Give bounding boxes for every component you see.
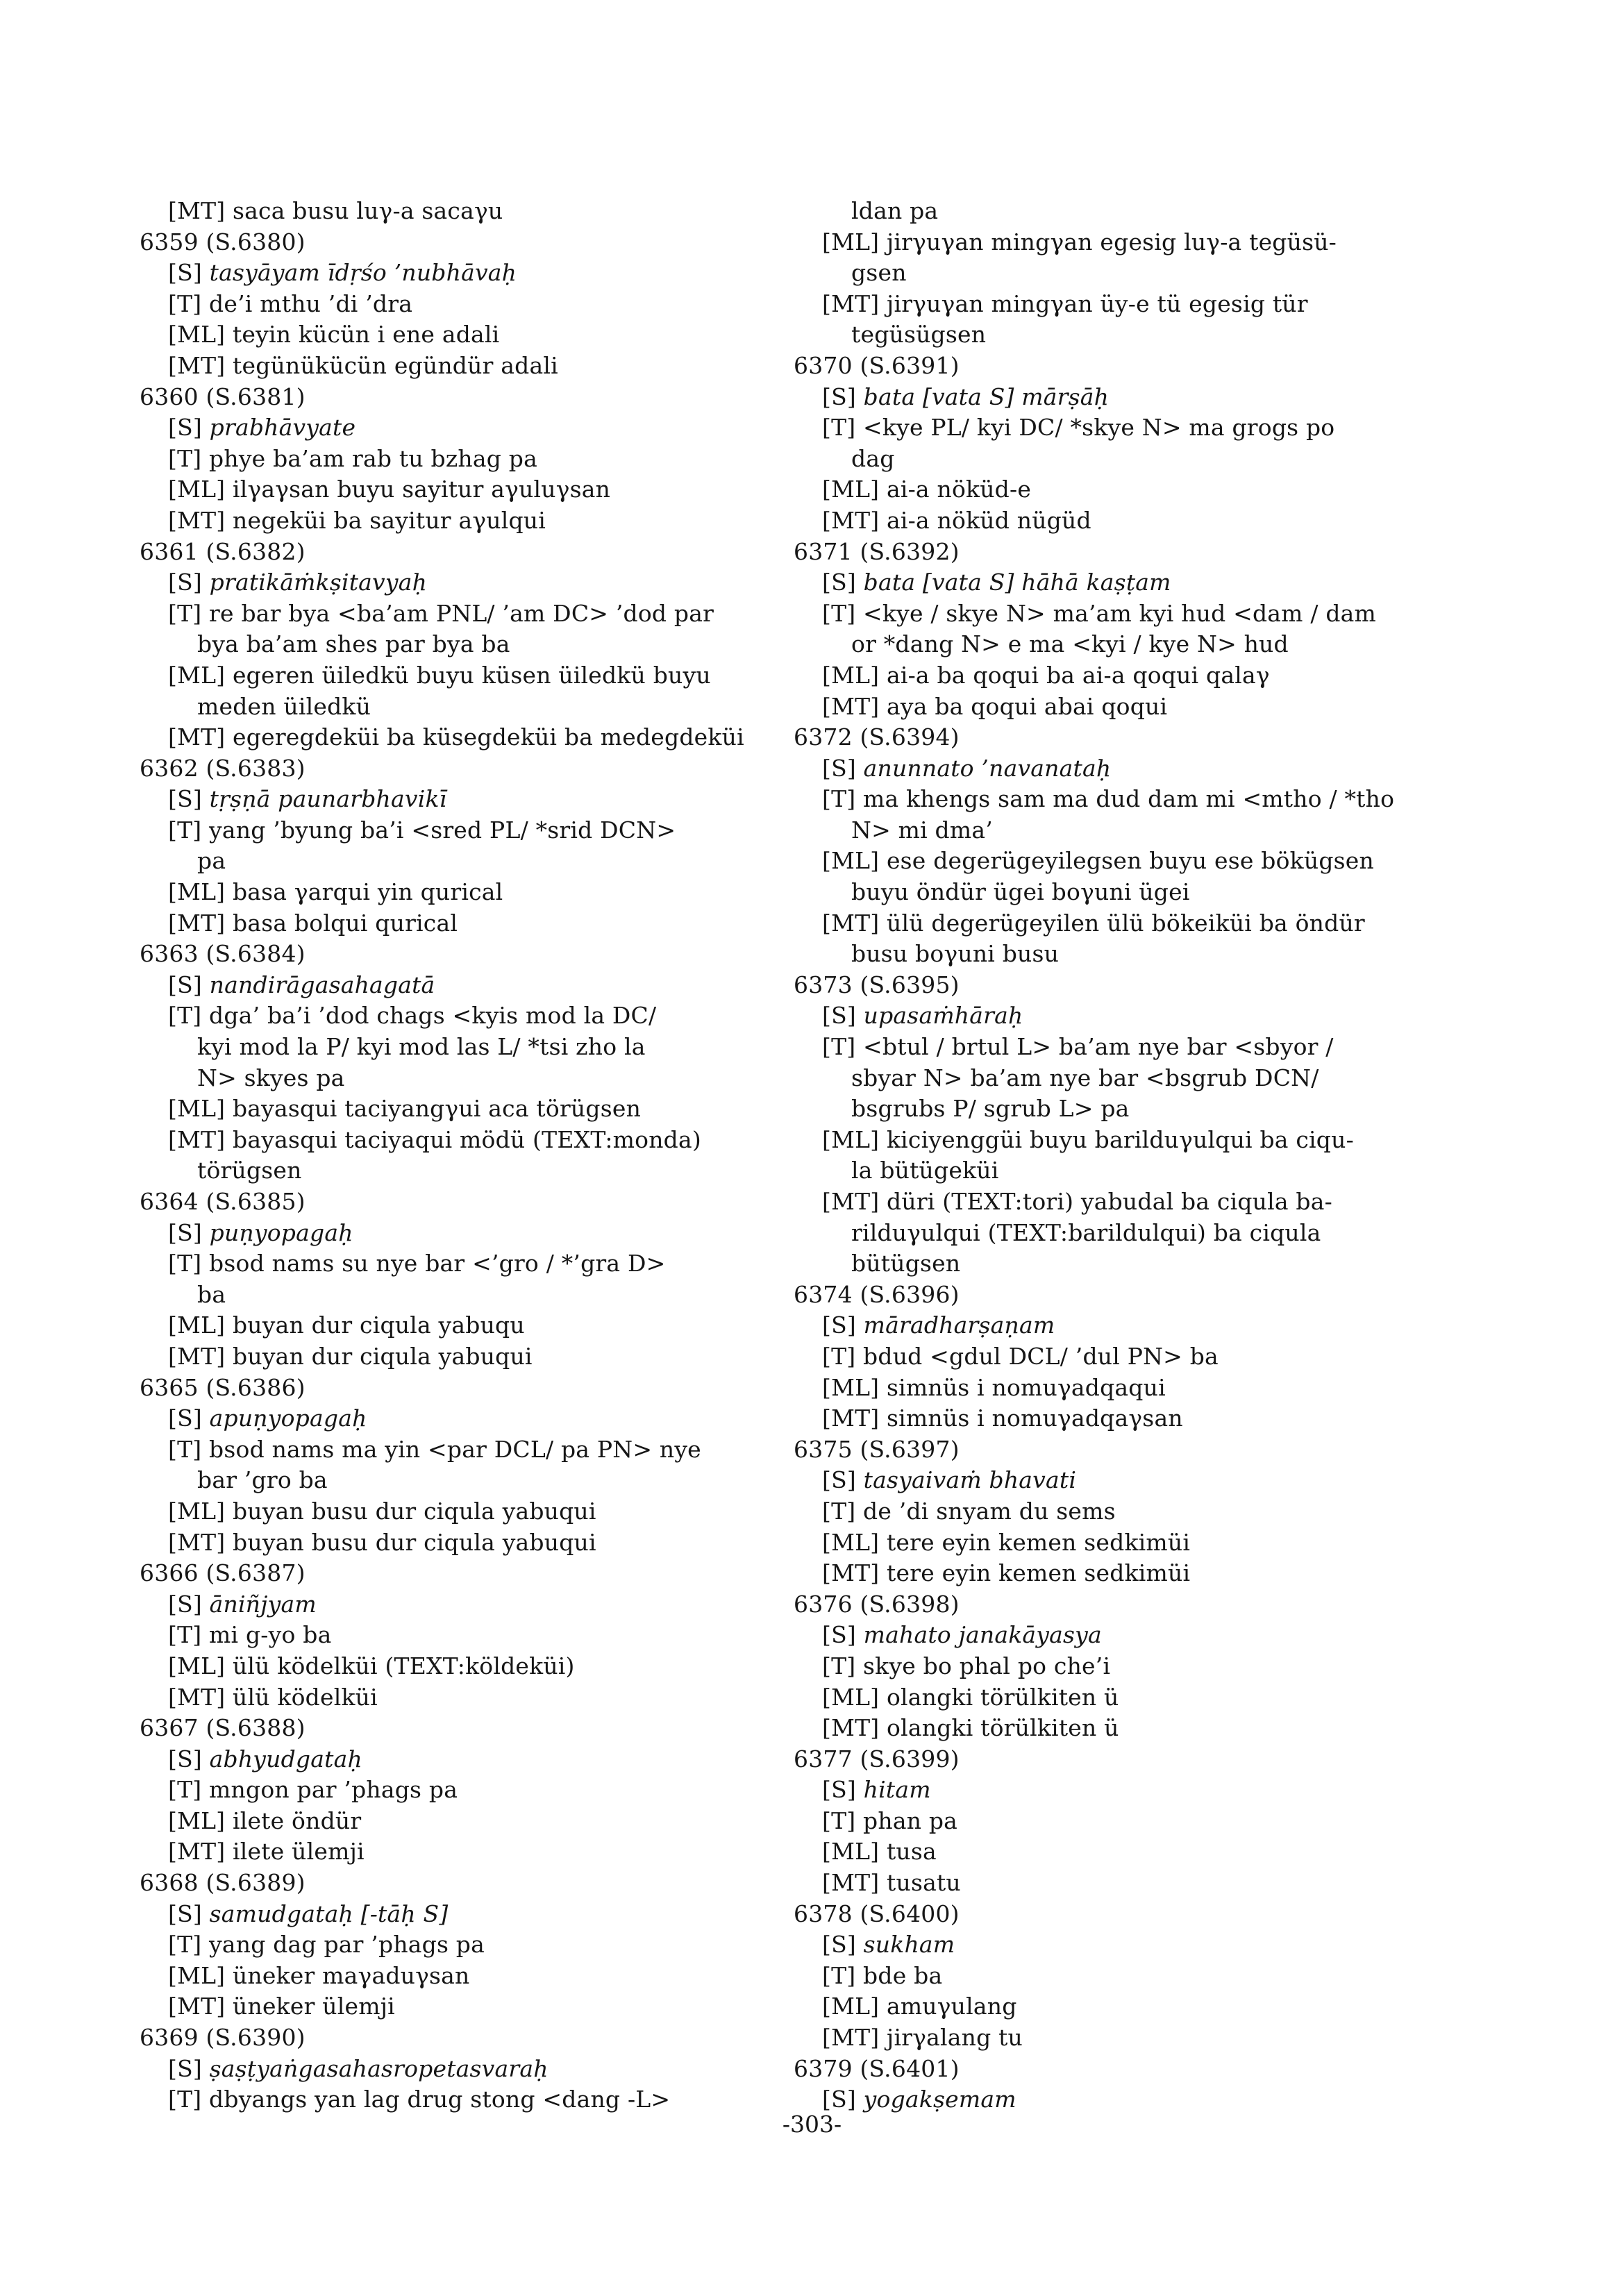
entry-number: 6360 (S.6381) xyxy=(140,383,305,410)
entry-line: [ML] bayasqui taciyangγui aca törügsen xyxy=(168,1095,642,1123)
continuation-line: bütügsen xyxy=(851,1250,961,1277)
entry-line: [T] bsod nams su nye bar <’gro / *’gra D> xyxy=(168,1250,666,1277)
entry-number: 6374 (S.6396) xyxy=(794,1280,960,1308)
entry-number: 6379 (S.6401) xyxy=(794,2054,960,2082)
entry-line: [T] yang dag par ’phags pa xyxy=(168,1931,485,1959)
continuation-line: bar ’gro ba xyxy=(197,1466,328,1494)
entry-line: [S] sukham xyxy=(822,1931,955,1959)
entry-line: [MT] basa bolqui qurical xyxy=(168,909,458,937)
entry-line: [MT] ülü ködelküi xyxy=(168,1683,378,1711)
entry-line: [S] bata [vata S] mārṣāḥ xyxy=(822,383,1110,410)
entry-line: [ML] buyan dur ciqula yabuqu xyxy=(168,1312,525,1339)
entry-line: [T] skye bo phal po che’i xyxy=(822,1652,1111,1679)
continuation-line: N> skyes pa xyxy=(197,1064,345,1091)
entry-line: [S] māradharṣaṇam xyxy=(822,1312,1055,1339)
entry-line: [T] mngon par ’phags pa xyxy=(168,1776,458,1804)
entry-line: [MT] ülü degerügeyilen ülü bökeiküi ba öndür xyxy=(822,909,1365,937)
entry-number: 6373 (S.6395) xyxy=(794,971,960,998)
entry-line: [MT] düri (TEXT:tori) yabudal ba ciqula ba- xyxy=(822,1188,1332,1215)
entry-line: [S] tasyāyam īdṛśo ’nubhāvaḥ xyxy=(168,259,517,287)
entry-number: 6362 (S.6383) xyxy=(140,754,305,782)
entry-line: [MT] jirγalang tu xyxy=(822,2024,1023,2052)
entry-line: [ML] jirγuγan mingγan egesig luγ-a tegüsü- xyxy=(822,228,1337,255)
entry-number: 6361 (S.6382) xyxy=(140,537,305,565)
entry-line: [ML] kiciyenggüi buyu barilduγulqui ba ciqu- xyxy=(822,1125,1354,1153)
entry-line: [T] phan pa xyxy=(822,1807,958,1834)
continuation-line: pa xyxy=(197,847,226,875)
entry-line: [S] apuṇyopagaḥ xyxy=(168,1405,367,1432)
entry-line: [T] ma khengs sam ma dud dam mi <mtho / *tho xyxy=(822,785,1395,813)
entry-number: 6365 (S.6386) xyxy=(140,1373,305,1401)
entry-line: [ML] ilete öndür xyxy=(168,1807,362,1834)
entry-line: [S] tasyaivaṁ bhavati xyxy=(822,1466,1077,1494)
continuation-line: bsgrubs P/ sgrub L> pa xyxy=(851,1095,1130,1123)
entry-line: [T] <kye PL/ kyi DC/ *skye N> ma grogs po xyxy=(822,414,1335,442)
entry-line: [S] mahato janakāyasya xyxy=(822,1621,1102,1649)
continuation-line: la bütügeküi xyxy=(851,1157,999,1184)
continuation-line: gsen xyxy=(851,259,907,287)
entry-line: [T] yang ’byung ba’i <sred PL/ *srid DCN> xyxy=(168,816,676,844)
entry-line: [T] <kye / skye N> ma’am kyi hud <dam / dam xyxy=(822,599,1377,627)
entry-number: 6363 (S.6384) xyxy=(140,940,305,968)
entry-line: [MT] üneker ülemji xyxy=(168,1993,395,2020)
entry-line: [T] bsod nams ma yin <par DCL/ pa PN> nye xyxy=(168,1435,701,1463)
entry-line: [S] āniñjyam xyxy=(168,1590,317,1618)
entry-line: [T] de ’di snyam du sems xyxy=(822,1497,1116,1525)
right-column xyxy=(794,196,1418,2115)
entry-line: [S] ṣaṣṭyaṅgasahasropetasvaraḥ xyxy=(168,2054,549,2082)
entry-line: [MT] buyan busu dur ciqula yabuqui xyxy=(168,1528,596,1556)
entry-line: [ML] tusa xyxy=(822,1838,937,1866)
entry-number: 6367 (S.6388) xyxy=(140,1714,305,1742)
entry-number: 6368 (S.6389) xyxy=(140,1869,305,1897)
continuation-line: dag xyxy=(851,444,895,472)
entry-number: 6376 (S.6398) xyxy=(794,1590,960,1618)
entry-line: [T] dbyangs yan lag drug stong <dang -L> xyxy=(168,2086,671,2113)
left-column xyxy=(140,196,757,2115)
entry-line: [ML] ese degerügeyilegsen buyu ese bökügsen xyxy=(822,847,1374,875)
entry-line: [S] bata [vata S] hāhā kaṣṭam xyxy=(822,569,1171,596)
continuation-line: tegüsügsen xyxy=(851,321,987,349)
entry-line: [S] puṇyopagaḥ xyxy=(168,1218,353,1246)
entry-number: 6377 (S.6399) xyxy=(794,1745,960,1773)
entry-line: [T] de’i mthu ’di ’dra xyxy=(168,290,413,317)
entry-line: [S] anunnato ’navanataḥ xyxy=(822,754,1112,782)
page-number: -303- xyxy=(782,2111,842,2138)
continuation-line: meden üiledkü xyxy=(197,692,371,720)
entry-line: [ML] ai-a ba qoqui ba ai-a qoqui qalaγ xyxy=(822,661,1270,689)
entry-line: [MT] tegünükücün egündür adali xyxy=(168,351,558,379)
entry-line: [MT] jirγuγan mingγan üy-e tü egesig tür xyxy=(822,290,1308,317)
entry-line: [MT] ai-a nöküd nügüd xyxy=(822,506,1091,534)
entry-line: [MT] aya ba qoqui abai qoqui xyxy=(822,692,1168,720)
entry-line: [MT] bayasqui taciyaqui mödü (TEXT:monda) xyxy=(168,1125,701,1153)
entry-line: [MT] saca busu luγ-a sacaγu xyxy=(168,197,503,224)
entry-line: [S] upasaṁhāraḥ xyxy=(822,1002,1023,1030)
continuation-line: busu boγuni busu xyxy=(851,940,1060,968)
entry-number: 6372 (S.6394) xyxy=(794,723,960,751)
entry-line: [ML] ülü ködelküi (TEXT:köldeküi) xyxy=(168,1652,575,1679)
entry-line: [ML] olangki törülkiten ü xyxy=(822,1683,1119,1711)
entry-number: 6364 (S.6385) xyxy=(140,1188,305,1215)
continuation-line: N> mi dma’ xyxy=(851,816,993,844)
continuation-line: bya ba’am shes par bya ba xyxy=(197,630,510,658)
entry-line: [S] yogakṣemam xyxy=(822,2086,1016,2113)
entry-line: [S] tṛṣṇā paunarbhavikī xyxy=(168,785,447,813)
entry-line: [S] prabhāvyate xyxy=(168,414,356,442)
entry-number: 6378 (S.6400) xyxy=(794,1900,960,1927)
entry-line: [MT] negeküi ba sayitur aγulqui xyxy=(168,506,546,534)
entry-line: [MT] ilete ülemji xyxy=(168,1838,365,1866)
entry-number: 6359 (S.6380) xyxy=(140,228,305,255)
entry-line: [S] samudgataḥ [-tāḥ S] xyxy=(168,1900,449,1927)
entry-number: 6371 (S.6392) xyxy=(794,537,960,565)
entry-line: [ML] teyin kücün i ene adali xyxy=(168,321,500,349)
entry-number: 6375 (S.6397) xyxy=(794,1435,960,1463)
entry-line: [T] phye ba’am rab tu bzhag pa xyxy=(168,444,537,472)
entry-line: [T] re bar bya <ba’am PNL/ ’am DC> ’dod par xyxy=(168,599,714,627)
entry-line: [ML] ilγaγsan buyu sayitur aγuluγsan xyxy=(168,476,611,503)
continuation-line: ldan pa xyxy=(851,197,939,224)
entry-line: [T] bdud <gdul DCL/ ’dul PN> ba xyxy=(822,1342,1219,1370)
entry-line: [MT] olangki törülkiten ü xyxy=(822,1714,1119,1742)
entry-line: [ML] simnüs i nomuγadqaqui xyxy=(822,1373,1166,1401)
entry-line: [S] pratikāṁkṣitavyaḥ xyxy=(168,569,428,596)
entry-line: [ML] amuγulang xyxy=(822,1993,1017,2020)
entry-line: [MT] simnüs i nomuγadqaγsan xyxy=(822,1405,1183,1432)
continuation-line: sbyar N> ba’am nye bar <bsgrub DCN/ xyxy=(851,1064,1319,1091)
entry-line: [T] dga’ ba’i ’dod chags <kyis mod la DC/ xyxy=(168,1002,657,1030)
entry-line: [ML] üneker maγaduγsan xyxy=(168,1961,470,1989)
entry-line: [MT] egeregdeküi ba küsegdeküi ba medegdeküi xyxy=(168,723,744,751)
entry-line: [T] mi g-yo ba xyxy=(168,1621,332,1649)
entry-line: [S] hitam xyxy=(822,1776,931,1804)
entry-line: [S] nandirāgasahagatā xyxy=(168,971,435,998)
continuation-line: or *dang N> e ma <kyi / kye N> hud xyxy=(851,630,1289,658)
entry-number: 6366 (S.6387) xyxy=(140,1559,305,1587)
continuation-line: ba xyxy=(197,1280,226,1308)
entry-line: [MT] buyan dur ciqula yabuqui xyxy=(168,1342,533,1370)
entry-line: [MT] tusatu xyxy=(822,1869,961,1897)
entry-line: [ML] tere eyin kemen sedkimüi xyxy=(822,1528,1191,1556)
continuation-line: rilduγulqui (TEXT:barildulqui) ba ciqula xyxy=(851,1218,1321,1246)
entry-line: [T] <btul / brtul L> ba’am nye bar <sbyor / xyxy=(822,1033,1334,1061)
entry-line: [S] abhyudgataḥ xyxy=(168,1745,362,1773)
entry-number: 6369 (S.6390) xyxy=(140,2024,305,2052)
continuation-line: törügsen xyxy=(197,1157,302,1184)
entry-line: [MT] tere eyin kemen sedkimüi xyxy=(822,1559,1191,1587)
entry-line: [ML] buyan busu dur ciqula yabuqui xyxy=(168,1497,596,1525)
entry-line: [ML] ai-a nöküd-e xyxy=(822,476,1032,503)
entry-line: [ML] basa γarqui yin qurical xyxy=(168,878,503,906)
entry-line: [ML] egeren üiledkü buyu küsen üiledkü buyu xyxy=(168,661,711,689)
entry-number: 6370 (S.6391) xyxy=(794,351,960,379)
entry-line: [T] bde ba xyxy=(822,1961,943,1989)
continuation-line: buyu öndür ügei boγuni ügei xyxy=(851,878,1190,906)
continuation-line: kyi mod la P/ kyi mod las L/ *tsi zho la xyxy=(197,1033,646,1061)
